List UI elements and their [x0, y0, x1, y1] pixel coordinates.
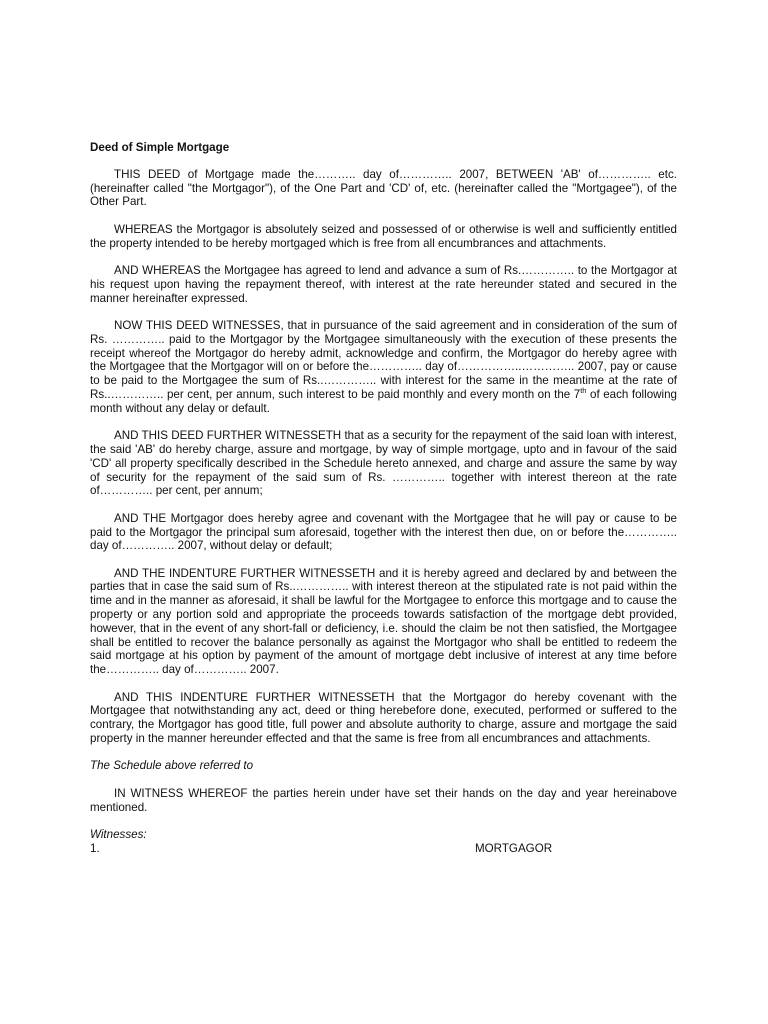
paragraph-title-covenant: AND THIS INDENTURE FURTHER WITNESSETH that the Mortgagor do hereby covenant with the Mortgagee that notwithstanding any act, deed or thing herebefore done, executed, performed or suffered to the contrary, the Mortgagor has good title, full power and absolute authority to charge, assure and mortgage the said property in the manner hereunder effected and that the same is free from all encumbrances and attachments. [90, 690, 677, 746]
paragraph-security: AND THIS DEED FURTHER WITNESSETH that as a security for the repayment of the said loan with interest, the said 'AB' do hereby charge, assure and mortgage, by way of simple mortgage, upto and in favour of the said 'CD' all property specifically described in the Schedule hereto annexed, and charge and assure the same by way of security for the repayment of the said sum of Rs. ………….. together with interest thereon at the rate of………….. per cent, per annum; [90, 429, 677, 498]
witnesses-text-end: of each following month without any delay or default. [90, 387, 677, 415]
document-title: Deed of Simple Mortgage [90, 141, 230, 154]
paragraph-covenant: AND THE Mortgagor does hereby agree and covenant with the Mortgagee that he will pay or cause to be paid to the Mortgagor the principal sum aforesaid, together with the interest then due, on or before the………….. day of………….. 2007, without delay or default; [90, 511, 677, 553]
schedule-label: The Schedule above referred to [90, 759, 254, 773]
witnesses-text-main: NOW THIS DEED WITNESSES, that in pursuance of the said agreement and in consideration of the sum of Rs. ………….. paid to the Mortgagor by the Mortgagee simultaneously with the execution of these presents the receipt whereof the Mortgagor do hereby admit, acknowledge and confirm, the Mortgagor do hereby agree with the Mortgagee that the Mortgagor will on or before the………….. day of……………..………….. 2007, pay or cause to be paid to the Mortgagee the sum of Rs..………….. with interest for the same in the meantime at the rate of Rs..………….. per cent, per annum, such interest to be paid monthly and every month on the 7 [90, 318, 677, 401]
paragraph-parties: THIS DEED of Mortgage made the……….. day of………….. 2007, BETWEEN 'AB' of………….. etc. (hereinafter called "the Mortgagor"), of the One Part and 'CD' of, etc. (hereinafter called the "Mortgagee"), of the Other Part. [90, 167, 677, 209]
paragraph-in-witness: IN WITNESS WHEREOF the parties herein under have set their hands on the day and year hereinabove mentioned. [90, 786, 677, 814]
witnesses-label: Witnesses: [90, 828, 147, 842]
deed-body [90, 141, 677, 856]
paragraph-and-whereas: AND WHEREAS the Mortgagee has agreed to lend and advance a sum of Rs.………….. to the Mortgagor at his request upon having the repayment thereof, with interest at the rate hereunder stated and secured in the manner hereinafter expressed. [90, 263, 677, 305]
paragraph-witnesses [90, 319, 677, 416]
witness-number: 1. [90, 841, 100, 855]
paragraph-whereas: WHEREAS the Mortgagor is absolutely seized and possessed of or otherwise is well and sufficiently entitled the property intended to be hereby mortgaged which is free from all encumbrances and attachments. [90, 222, 677, 250]
mortgagor-label: MORTGAGOR [475, 841, 553, 855]
ordinal-superscript: th [580, 386, 587, 396]
paragraph-indenture: AND THE INDENTURE FURTHER WITNESSETH and it is hereby agreed and declared by and between the parties that in case the said sum of Rs..………….. with interest thereon at the stipulated rate is not paid within the time and in the manner as aforesaid, it shall be lawful for the Mortgagee to enforce this mortgage and to cause the property or any portion sold and appropriate the proceeds towards satisfaction of the mortgage debt provided, however, that in the event of any short-fall or deficiency, i.e. should the claim be not then satisfied, the Mortgagee shall be entitled to recover the balance personally as against the Mortgagor who shall be entitled to redeem the said mortgage at his option by payment of the amount of mortgage debt inclusive of interest at any time before the………….. day of………….. 2007. [90, 566, 677, 677]
signature-row [90, 842, 677, 856]
